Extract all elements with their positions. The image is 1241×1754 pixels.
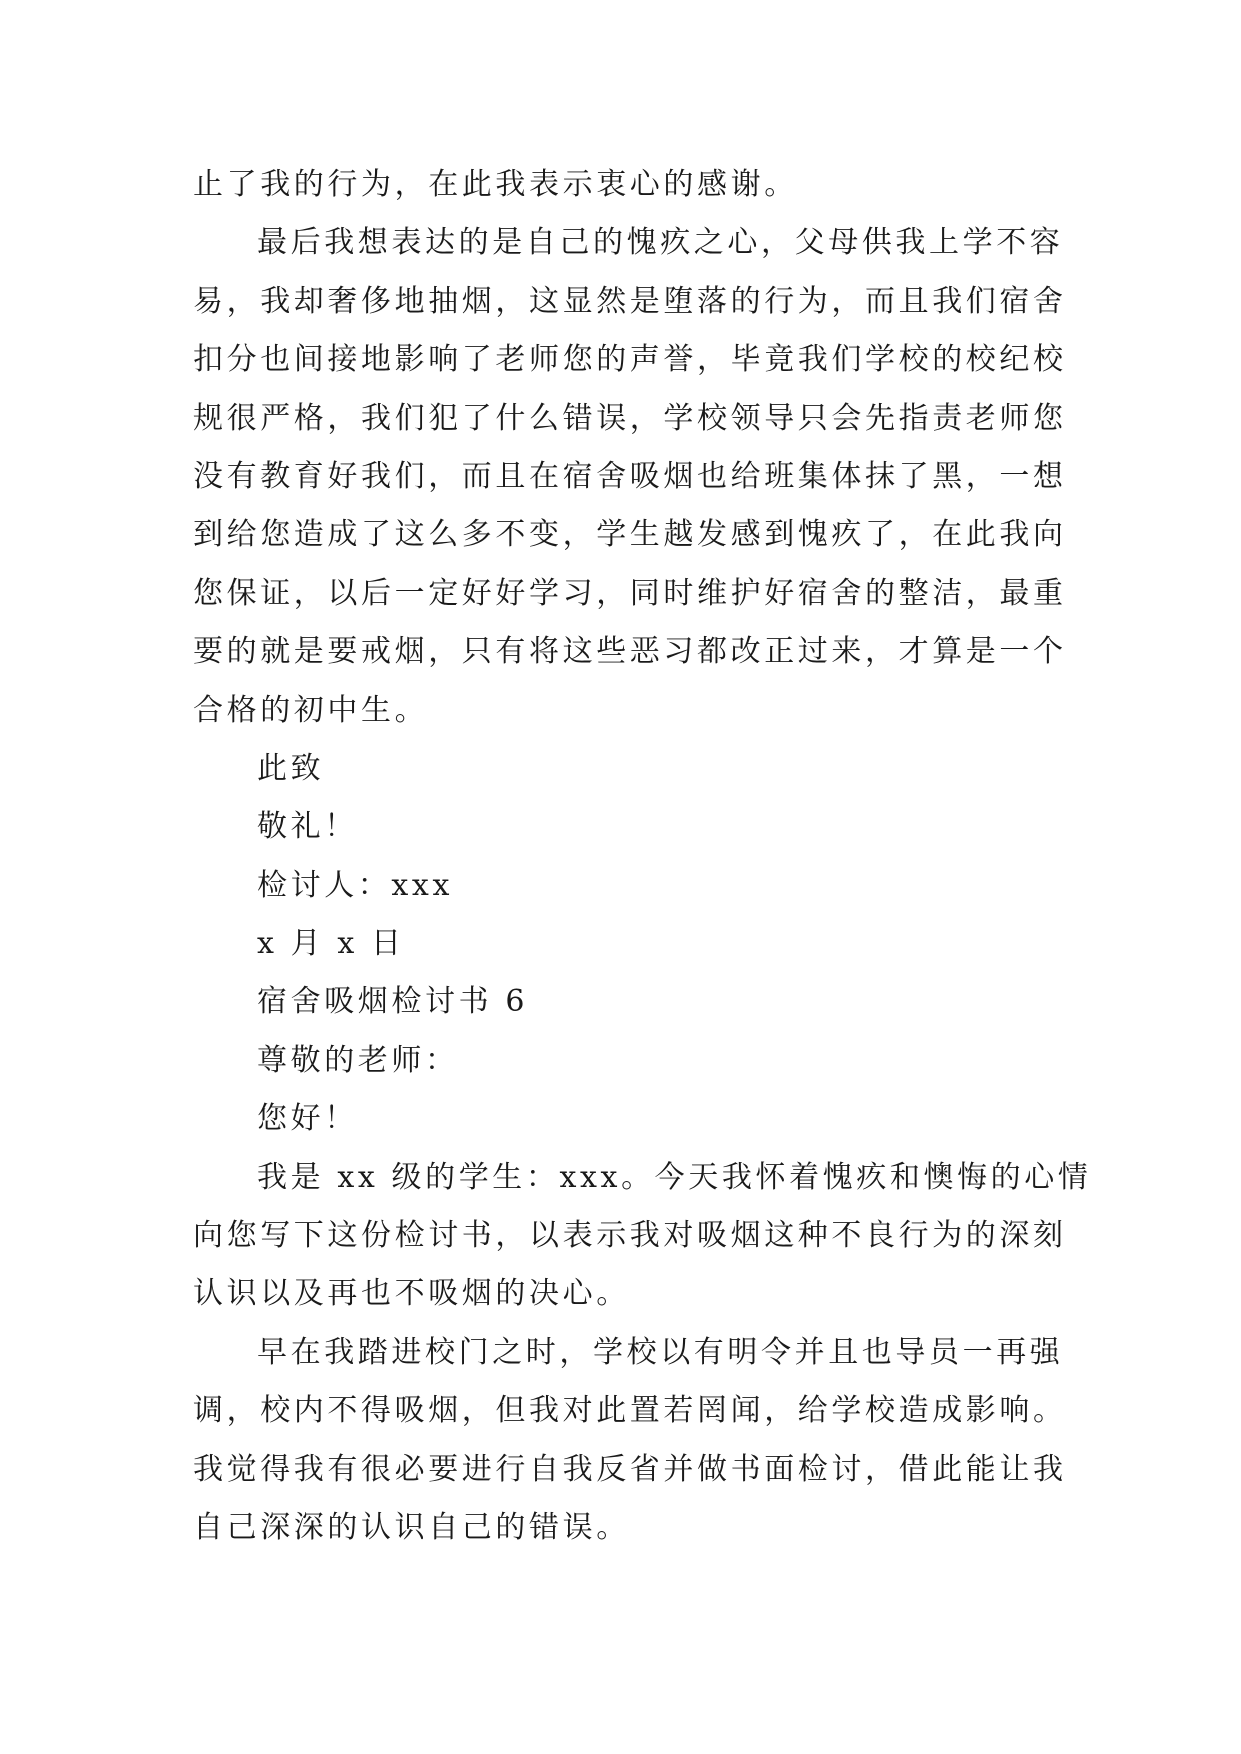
body-line: 认识以及再也不吸烟的决心。 (193, 1276, 630, 1312)
body-line: 没有教育好我们，而且在宿舍吸烟也给班集体抹了黑，一想 (193, 458, 1067, 494)
body-line: 扣分也间接地影响了老师您的声誉，毕竟我们学校的校纪校 (193, 342, 1067, 378)
body-line: 我是 xx 级的学生：xxx。今天我怀着愧疚和懊悔的心情 (257, 1159, 1092, 1195)
body-line: 自己深深的认识自己的错误。 (193, 1509, 630, 1545)
body-line: 止了我的行为，在此我表示衷心的感谢。 (193, 167, 798, 202)
body-line: 最后我想表达的是自己的愧疚之心，父母供我上学不容 (257, 225, 1064, 261)
date-line: x 月 x 日 (257, 926, 405, 962)
greeting-line: 尊敬的老师： (257, 1042, 459, 1078)
body-line: 合格的初中生。 (193, 692, 429, 728)
body-line: 我觉得我有很必要进行自我反省并做书面检讨，借此能让我 (193, 1451, 1067, 1487)
body-line: 规很严格，我们犯了什么错误，学校领导只会先指责老师您 (193, 400, 1067, 436)
greeting-line: 您好！ (257, 1101, 358, 1137)
body-line: 要的就是要戒烟，只有将这些恶习都改正过来，才算是一个 (193, 634, 1067, 670)
signature-line: 检讨人：xxx (257, 867, 453, 903)
body-line: 您保证，以后一定好好学习，同时维护好宿舍的整洁，最重 (193, 575, 1067, 611)
body-line: 早在我踏进校门之时，学校以有明令并且也导员一再强 (257, 1334, 1064, 1370)
document-body (193, 156, 1092, 1557)
body-line: 易，我却奢侈地抽烟，这显然是堕落的行为，而且我们宿舍 (193, 283, 1067, 319)
closing-regards: 敬礼！ (257, 809, 358, 845)
body-line: 到给您造成了这么多不变，学生越发感到愧疚了，在此我向 (193, 517, 1067, 553)
body-line: 向您写下这份检讨书，以表示我对吸烟这种不良行为的深刻 (193, 1218, 1067, 1254)
closing-salutation: 此致 (257, 750, 325, 786)
body-line: 调，校内不得吸烟，但我对此置若罔闻，给学校造成影响。 (193, 1393, 1067, 1429)
section-title: 宿舍吸烟检讨书 6 (257, 984, 529, 1020)
